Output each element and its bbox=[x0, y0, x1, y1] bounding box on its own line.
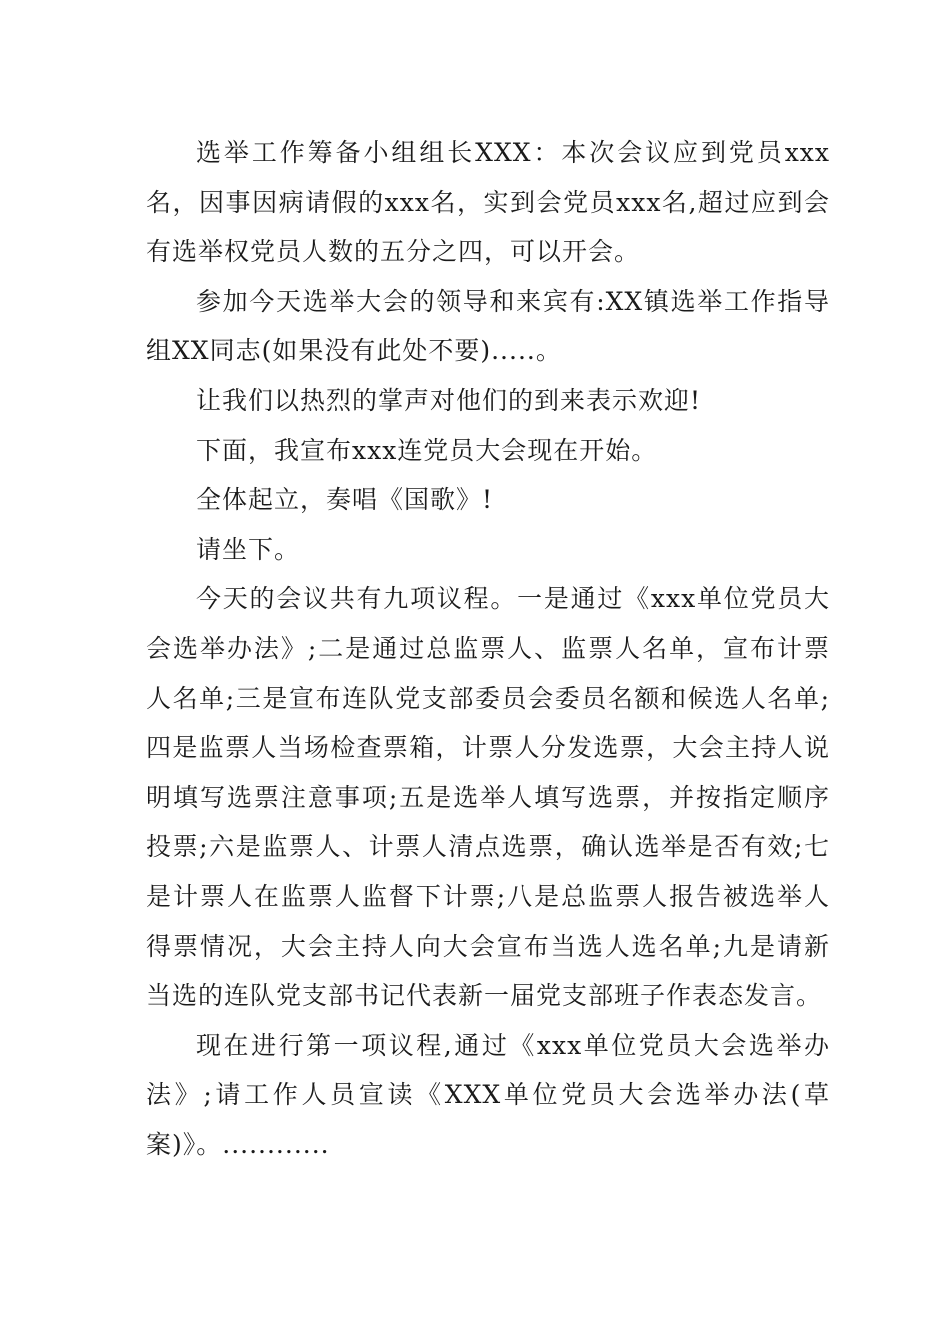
paragraph-quorum: 选举工作筹备小组组长XXX：本次会议应到党员xxx名，因事因病请假的xxx名，实到会党员xxx名,超过应到会有选举权党员人数的五分之四，可以开会。 bbox=[146, 138, 830, 267]
paragraph-opening: 下面，我宣布xxx连党员大会现在开始。 bbox=[196, 435, 658, 465]
document-body bbox=[146, 128, 830, 1169]
paragraph-welcome: 让我们以热烈的掌声对他们的到来表示欢迎! bbox=[196, 385, 702, 415]
paragraph-guests: 参加今天选举大会的领导和来宾有:XX镇选举工作指导组XX同志(如果没有此处不要).....。 bbox=[146, 286, 830, 366]
paragraph-anthem: 全体起立，奏唱《国歌》! bbox=[196, 485, 494, 515]
paragraph-first-item: 现在进行第一项议程,通过《xxx单位党员大会选举办法》;请工作人员宣读《XXX单位党员大会选举办法(草案)》。............ bbox=[146, 1030, 830, 1159]
paragraph-sit-down: 请坐下。 bbox=[196, 534, 301, 564]
paragraph-agenda: 今天的会议共有九项议程。一是通过《xxx单位党员大会选举办法》;二是通过总监票人、监票人名单，宣布计票人名单;三是宣布连队党支部委员会委员名额和候选人名单;四是监票人当场检查票箱，计票人分发选票，大会主持人说明填写选票注意事项;五是选举人填写选票，并按指定顺序投票;六是监票人、计票人清点选票，确认选举是否有效;七是计票人在监票人监督下计票;八是总监票人报告被选举人得票情况，大会主持人向大会宣布当选人选名单;九是请新当选的连队党支部书记代表新一届党支部班子作表态发言。 bbox=[146, 584, 830, 1011]
